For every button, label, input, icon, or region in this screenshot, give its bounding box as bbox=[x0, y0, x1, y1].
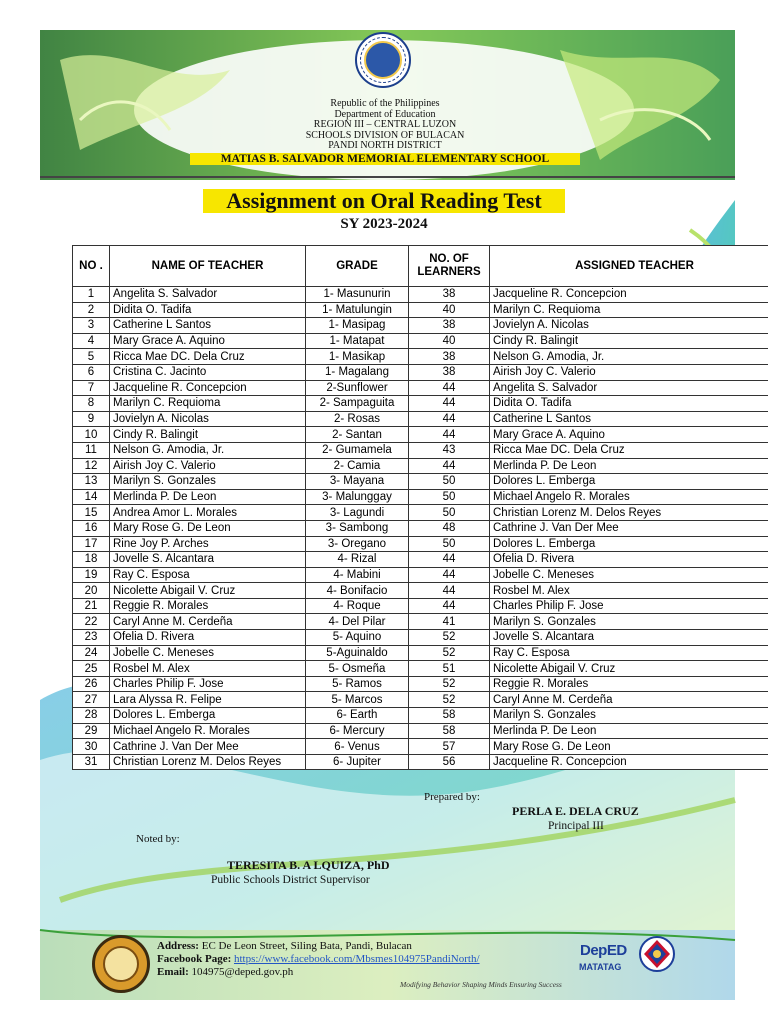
cell-learners: 56 bbox=[409, 754, 490, 770]
cell-assigned: Jobelle C. Meneses bbox=[490, 567, 768, 583]
cell-no: 25 bbox=[73, 661, 110, 677]
cell-assigned: Angelita S. Salvador bbox=[490, 380, 768, 396]
cell-learners: 41 bbox=[409, 614, 490, 630]
column-header-no: NO . bbox=[73, 246, 110, 287]
agency-line: Department of Education bbox=[334, 108, 436, 120]
cell-grade: 2- Camia bbox=[306, 458, 409, 474]
cell-no: 6 bbox=[73, 364, 110, 380]
cell-no: 26 bbox=[73, 676, 110, 692]
cell-name: Ofelia D. Rivera bbox=[110, 630, 306, 646]
cell-learners: 44 bbox=[409, 458, 490, 474]
cell-name: Dolores L. Emberga bbox=[110, 708, 306, 724]
cell-assigned: Rosbel M. Alex bbox=[490, 583, 768, 599]
cell-grade: 2- Sampaguita bbox=[306, 396, 409, 412]
cell-grade: 2- Santan bbox=[306, 427, 409, 443]
cell-assigned: Mary Grace A. Aquino bbox=[490, 427, 768, 443]
school-motto: Modifying Behavior Shaping Minds Ensuring Success bbox=[400, 980, 562, 989]
column-header-assigned: ASSIGNED TEACHER bbox=[490, 246, 768, 287]
cell-grade: 4- Bonifacio bbox=[306, 583, 409, 599]
supervisor-name: TERESITA B. A LQUIZA, PhD bbox=[227, 858, 390, 872]
table-row bbox=[73, 723, 768, 739]
column-header-name: NAME OF TEACHER bbox=[110, 246, 306, 287]
cell-no: 20 bbox=[73, 583, 110, 599]
cell-learners: 38 bbox=[409, 287, 490, 303]
agency-header bbox=[200, 99, 570, 152]
cell-grade: 4- Roque bbox=[306, 598, 409, 614]
cell-grade: 2- Gumamela bbox=[306, 442, 409, 458]
cell-assigned: Marilyn C. Requioma bbox=[490, 302, 768, 318]
cell-learners: 38 bbox=[409, 349, 490, 365]
cell-learners: 50 bbox=[409, 536, 490, 552]
cell-assigned: Merlinda P. De Leon bbox=[490, 458, 768, 474]
table-row bbox=[73, 630, 768, 646]
cell-learners: 58 bbox=[409, 723, 490, 739]
table-row bbox=[73, 302, 768, 318]
cell-assigned: Dolores L. Emberga bbox=[490, 474, 768, 490]
table-row bbox=[73, 411, 768, 427]
bagong-pilipinas-logo bbox=[636, 934, 678, 978]
cell-grade: 1- Matulungin bbox=[306, 302, 409, 318]
table-row bbox=[73, 474, 768, 490]
cell-no: 10 bbox=[73, 427, 110, 443]
address-text: EC De Leon Street, Siling Bata, Pandi, Bulacan bbox=[201, 940, 412, 952]
table-row bbox=[73, 442, 768, 458]
deped-logo-text: DepED bbox=[580, 942, 627, 959]
cell-assigned: Dolores L. Emberga bbox=[490, 536, 768, 552]
table-row bbox=[73, 583, 768, 599]
cell-no: 5 bbox=[73, 349, 110, 365]
cell-assigned: Ricca Mae DC. Dela Cruz bbox=[490, 442, 768, 458]
cell-learners: 44 bbox=[409, 567, 490, 583]
cell-name: Charles Philip F. Jose bbox=[110, 676, 306, 692]
table-row bbox=[73, 614, 768, 630]
cell-learners: 38 bbox=[409, 364, 490, 380]
cell-grade: 1- Magalang bbox=[306, 364, 409, 380]
cell-no: 18 bbox=[73, 552, 110, 568]
cell-assigned: Merlinda P. De Leon bbox=[490, 723, 768, 739]
table-row bbox=[73, 661, 768, 677]
cell-name: Catherine L Santos bbox=[110, 318, 306, 334]
email-text: 104975@deped.gov.ph bbox=[191, 966, 294, 978]
table-row bbox=[73, 427, 768, 443]
cell-grade: 1- Masikap bbox=[306, 349, 409, 365]
cell-grade: 3- Oregano bbox=[306, 536, 409, 552]
cell-no: 9 bbox=[73, 411, 110, 427]
table-row bbox=[73, 598, 768, 614]
cell-no: 3 bbox=[73, 318, 110, 334]
cell-assigned: Cindy R. Balingit bbox=[490, 333, 768, 349]
cell-learners: 38 bbox=[409, 318, 490, 334]
header-divider bbox=[40, 176, 735, 178]
cell-no: 23 bbox=[73, 630, 110, 646]
cell-no: 28 bbox=[73, 708, 110, 724]
cell-name: Jovelle S. Alcantara bbox=[110, 552, 306, 568]
cell-name: Christian Lorenz M. Delos Reyes bbox=[110, 754, 306, 770]
cell-grade: 5- Aquino bbox=[306, 630, 409, 646]
cell-no: 21 bbox=[73, 598, 110, 614]
cell-learners: 52 bbox=[409, 645, 490, 661]
cell-name: Angelita S. Salvador bbox=[110, 287, 306, 303]
assignment-table bbox=[72, 245, 768, 770]
cell-grade: 3- Malunggay bbox=[306, 489, 409, 505]
document-title: Assignment on Oral Reading Test bbox=[203, 189, 565, 213]
cell-name: Ray C. Esposa bbox=[110, 567, 306, 583]
cell-learners: 57 bbox=[409, 739, 490, 755]
cell-assigned: Caryl Anne M. Cerdeña bbox=[490, 692, 768, 708]
principal-title: Principal III bbox=[548, 820, 604, 832]
cell-learners: 52 bbox=[409, 630, 490, 646]
cell-assigned: Reggie R. Morales bbox=[490, 676, 768, 692]
footer-contact bbox=[157, 940, 480, 979]
cell-grade: 6- Earth bbox=[306, 708, 409, 724]
cell-name: Mary Grace A. Aquino bbox=[110, 333, 306, 349]
cell-name: Merlinda P. De Leon bbox=[110, 489, 306, 505]
cell-grade: 2- Rosas bbox=[306, 411, 409, 427]
cell-name: Cindy R. Balingit bbox=[110, 427, 306, 443]
cell-assigned: Charles Philip F. Jose bbox=[490, 598, 768, 614]
cell-name: Ricca Mae DC. Dela Cruz bbox=[110, 349, 306, 365]
cell-name: Cathrine J. Van Der Mee bbox=[110, 739, 306, 755]
cell-grade: 6- Jupiter bbox=[306, 754, 409, 770]
agency-line: PANDI NORTH DISTRICT bbox=[328, 140, 442, 151]
cell-no: 8 bbox=[73, 396, 110, 412]
cell-assigned: Nicolette Abigail V. Cruz bbox=[490, 661, 768, 677]
cell-name: Andrea Amor L. Morales bbox=[110, 505, 306, 521]
prepared-by-label: Prepared by: bbox=[424, 791, 480, 803]
school-seal-logo bbox=[92, 935, 150, 993]
matatag-logo-text: MATATAG bbox=[579, 962, 622, 972]
cell-grade: 3- Sambong bbox=[306, 520, 409, 536]
cell-learners: 50 bbox=[409, 489, 490, 505]
cell-no: 12 bbox=[73, 458, 110, 474]
cell-assigned: Marilyn S. Gonzales bbox=[490, 708, 768, 724]
cell-learners: 44 bbox=[409, 411, 490, 427]
cell-grade: 5- Ramos bbox=[306, 676, 409, 692]
cell-assigned: Ray C. Esposa bbox=[490, 645, 768, 661]
cell-name: Didita O. Tadifa bbox=[110, 302, 306, 318]
cell-assigned: Jovelle S. Alcantara bbox=[490, 630, 768, 646]
cell-learners: 40 bbox=[409, 302, 490, 318]
table-row bbox=[73, 489, 768, 505]
cell-grade: 4- Rizal bbox=[306, 552, 409, 568]
cell-name: Jovielyn A. Nicolas bbox=[110, 411, 306, 427]
table-row bbox=[73, 708, 768, 724]
cell-no: 15 bbox=[73, 505, 110, 521]
cell-name: Marilyn C. Requioma bbox=[110, 396, 306, 412]
cell-learners: 44 bbox=[409, 583, 490, 599]
agency-line: REGION III – CENTRAL LUZON bbox=[313, 119, 457, 130]
cell-grade: 4- Del Pilar bbox=[306, 614, 409, 630]
cell-no: 19 bbox=[73, 567, 110, 583]
cell-assigned: Ofelia D. Rivera bbox=[490, 552, 768, 568]
table-row bbox=[73, 567, 768, 583]
cell-grade: 5- Osmeña bbox=[306, 661, 409, 677]
cell-assigned: Nelson G. Amodia, Jr. bbox=[490, 349, 768, 365]
cell-no: 22 bbox=[73, 614, 110, 630]
cell-no: 16 bbox=[73, 520, 110, 536]
table-row bbox=[73, 692, 768, 708]
cell-learners: 40 bbox=[409, 333, 490, 349]
cell-learners: 44 bbox=[409, 552, 490, 568]
principal-name: PERLA E. DELA CRUZ bbox=[512, 804, 639, 818]
cell-grade: 1- Masunurin bbox=[306, 287, 409, 303]
table-row bbox=[73, 333, 768, 349]
table-row bbox=[73, 349, 768, 365]
cell-learners: 48 bbox=[409, 520, 490, 536]
cell-assigned: Marilyn S. Gonzales bbox=[490, 614, 768, 630]
column-header-grade: GRADE bbox=[306, 246, 409, 287]
table-row bbox=[73, 552, 768, 568]
cell-assigned: Catherine L Santos bbox=[490, 411, 768, 427]
address-label: Address: bbox=[157, 940, 199, 952]
table-row bbox=[73, 676, 768, 692]
cell-no: 17 bbox=[73, 536, 110, 552]
cell-grade: 1- Matapat bbox=[306, 333, 409, 349]
cell-grade: 4- Mabini bbox=[306, 567, 409, 583]
table-body bbox=[73, 287, 768, 770]
cell-no: 27 bbox=[73, 692, 110, 708]
column-header-learners: NO. OF LEARNERS bbox=[409, 246, 490, 287]
table-row bbox=[73, 458, 768, 474]
cell-name: Michael Angelo R. Morales bbox=[110, 723, 306, 739]
cell-no: 29 bbox=[73, 723, 110, 739]
cell-learners: 50 bbox=[409, 474, 490, 490]
cell-name: Lara Alyssa R. Felipe bbox=[110, 692, 306, 708]
agency-line: Republic of the Philippines bbox=[330, 98, 440, 109]
table-row bbox=[73, 754, 768, 770]
cell-assigned: Jacqueline R. Concepcion bbox=[490, 754, 768, 770]
cell-grade: 6- Venus bbox=[306, 739, 409, 755]
cell-name: Mary Rose G. De Leon bbox=[110, 520, 306, 536]
cell-assigned: Jacqueline R. Concepcion bbox=[490, 287, 768, 303]
cell-learners: 52 bbox=[409, 676, 490, 692]
cell-assigned: Cathrine J. Van Der Mee bbox=[490, 520, 768, 536]
cell-name: Rine Joy P. Arches bbox=[110, 536, 306, 552]
cell-assigned: Airish Joy C. Valerio bbox=[490, 364, 768, 380]
cell-grade: 5- Marcos bbox=[306, 692, 409, 708]
table-row bbox=[73, 364, 768, 380]
email-label: Email: bbox=[157, 966, 189, 978]
cell-no: 30 bbox=[73, 739, 110, 755]
school-name: MATIAS B. SALVADOR MEMORIAL ELEMENTARY SCHOOL bbox=[190, 153, 580, 165]
cell-name: Nelson G. Amodia, Jr. bbox=[110, 442, 306, 458]
cell-learners: 44 bbox=[409, 427, 490, 443]
facebook-link[interactable]: https://www.facebook.com/Mbsmes104975PandiNorth/ bbox=[233, 953, 480, 965]
cell-grade: 3- Mayana bbox=[306, 474, 409, 490]
cell-learners: 51 bbox=[409, 661, 490, 677]
cell-no: 1 bbox=[73, 287, 110, 303]
school-year: SY 2023-2024 bbox=[340, 216, 428, 232]
cell-no: 31 bbox=[73, 754, 110, 770]
facebook-label: Facebook Page: bbox=[157, 953, 232, 965]
cell-learners: 58 bbox=[409, 708, 490, 724]
cell-name: Marilyn S. Gonzales bbox=[110, 474, 306, 490]
cell-learners: 50 bbox=[409, 505, 490, 521]
cell-grade: 3- Lagundi bbox=[306, 505, 409, 521]
cell-name: Caryl Anne M. Cerdeña bbox=[110, 614, 306, 630]
cell-no: 11 bbox=[73, 442, 110, 458]
cell-learners: 52 bbox=[409, 692, 490, 708]
cell-learners: 44 bbox=[409, 396, 490, 412]
cell-name: Jobelle C. Meneses bbox=[110, 645, 306, 661]
table-row bbox=[73, 739, 768, 755]
cell-no: 13 bbox=[73, 474, 110, 490]
table-row bbox=[73, 536, 768, 552]
cell-learners: 44 bbox=[409, 380, 490, 396]
table-row bbox=[73, 318, 768, 334]
deped-seal-logo bbox=[355, 32, 411, 88]
cell-no: 14 bbox=[73, 489, 110, 505]
noted-by-label: Noted by: bbox=[136, 833, 180, 845]
table-row bbox=[73, 396, 768, 412]
table-row bbox=[73, 287, 768, 303]
cell-name: Cristina C. Jacinto bbox=[110, 364, 306, 380]
cell-name: Rosbel M. Alex bbox=[110, 661, 306, 677]
cell-assigned: Jovielyn A. Nicolas bbox=[490, 318, 768, 334]
cell-learners: 44 bbox=[409, 598, 490, 614]
supervisor-title: Public Schools District Supervisor bbox=[211, 874, 370, 886]
cell-name: Nicolette Abigail V. Cruz bbox=[110, 583, 306, 599]
cell-assigned: Christian Lorenz M. Delos Reyes bbox=[490, 505, 768, 521]
cell-name: Airish Joy C. Valerio bbox=[110, 458, 306, 474]
cell-assigned: Michael Angelo R. Morales bbox=[490, 489, 768, 505]
table-row bbox=[73, 380, 768, 396]
cell-learners: 43 bbox=[409, 442, 490, 458]
cell-assigned: Mary Rose G. De Leon bbox=[490, 739, 768, 755]
table-row bbox=[73, 645, 768, 661]
agency-line: SCHOOLS DIVISION OF BULACAN bbox=[305, 129, 465, 141]
cell-name: Jacqueline R. Concepcion bbox=[110, 380, 306, 396]
cell-no: 4 bbox=[73, 333, 110, 349]
table-row bbox=[73, 520, 768, 536]
cell-no: 2 bbox=[73, 302, 110, 318]
cell-grade: 2-Sunflower bbox=[306, 380, 409, 396]
cell-assigned: Didita O. Tadifa bbox=[490, 396, 768, 412]
cell-grade: 1- Masipag bbox=[306, 318, 409, 334]
cell-grade: 5-Aguinaldo bbox=[306, 645, 409, 661]
table-row bbox=[73, 505, 768, 521]
cell-no: 7 bbox=[73, 380, 110, 396]
cell-grade: 6- Mercury bbox=[306, 723, 409, 739]
cell-no: 24 bbox=[73, 645, 110, 661]
table-header-row bbox=[73, 246, 768, 287]
cell-name: Reggie R. Morales bbox=[110, 598, 306, 614]
